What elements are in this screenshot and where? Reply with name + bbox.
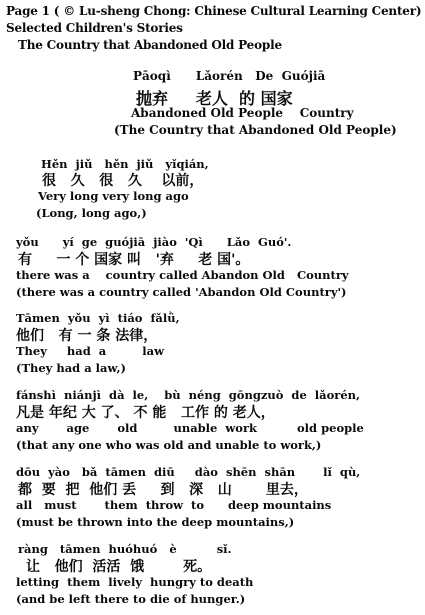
story-title: The Country that Abandoned Old People [18, 38, 282, 52]
stanza-4-english: any age old unable work old people [16, 421, 364, 435]
stanza-1-pinyin: Hěn jiǔ hěn jiǔ yǐqián, [41, 157, 209, 171]
stanza-2-hanzi: 有 一 个 国家 叫 '弃 老 国'。 [18, 252, 250, 268]
stanza-2-translation: (there was a country called 'Abandon Old Country') [16, 285, 347, 299]
stanza-5-translation: (must be thrown into the deep mountains,) [16, 515, 295, 529]
stanza-5-english: all must them throw to deep mountains [16, 498, 332, 512]
stanza-3-hanzi: 他们 有 一 条 法律， [16, 328, 158, 344]
stanza-2-english: there was a country called Abandon Old Country [16, 268, 349, 282]
title-translation: (The Country that Abandoned Old People) [114, 123, 397, 137]
title-pinyin: Pāoqì Lǎorén De Guójiā [133, 69, 326, 83]
stanza-1-translation: (Long, long ago,) [36, 206, 147, 220]
stanza-4-translation: (that any one who was old and unable to work,) [16, 438, 322, 452]
stanza-5-pinyin: dōu yào bǎ tāmen diū dào shēn shān lǐ qù, [16, 465, 361, 479]
stanza-6-translation: (and be left there to die of hunger.) [16, 592, 246, 606]
stanza-4-pinyin: fánshì niánjì dà le, bù néng gōngzuò de lǎorén, [16, 388, 361, 402]
stanza-6-hanzi: 让 他们 活活 饿 死。 [26, 559, 212, 575]
title-english: Abandoned Old People Country [131, 106, 354, 120]
stanza-3-english: They had a law [16, 344, 165, 358]
stanza-4-hanzi: 凡是 年纪 大 了、 不 能 工作 的 老人， [16, 405, 275, 421]
stanza-5-hanzi: 都 要 把 他们 丢 到 深 山 里去， [18, 482, 308, 498]
stanza-3-pinyin: Tāmen yǒu yì tiáo fǎlǜ, [16, 311, 180, 325]
stanza-2-pinyin: yǒu yí ge guójiā jiào 'Qì Lǎo Guó'. [16, 235, 292, 249]
stanza-6-pinyin: ràng tāmen huóhuó è sǐ. [18, 542, 232, 556]
collection-title: Selected Children's Stories [6, 21, 183, 35]
title-hanzi: 抛弃 老人 的 国家 [136, 89, 293, 108]
stanza-3-translation: (They had a law,) [16, 361, 126, 375]
stanza-1-english: Very long very long ago [38, 189, 189, 203]
stanza-6-english: letting them lively hungry to death [16, 575, 254, 589]
page-header: Page 1 ( © Lu-sheng Chong: Chinese Cultural Learning Center) [6, 4, 422, 18]
stanza-1-hanzi: 很 久 很 久 以前， [42, 173, 204, 189]
